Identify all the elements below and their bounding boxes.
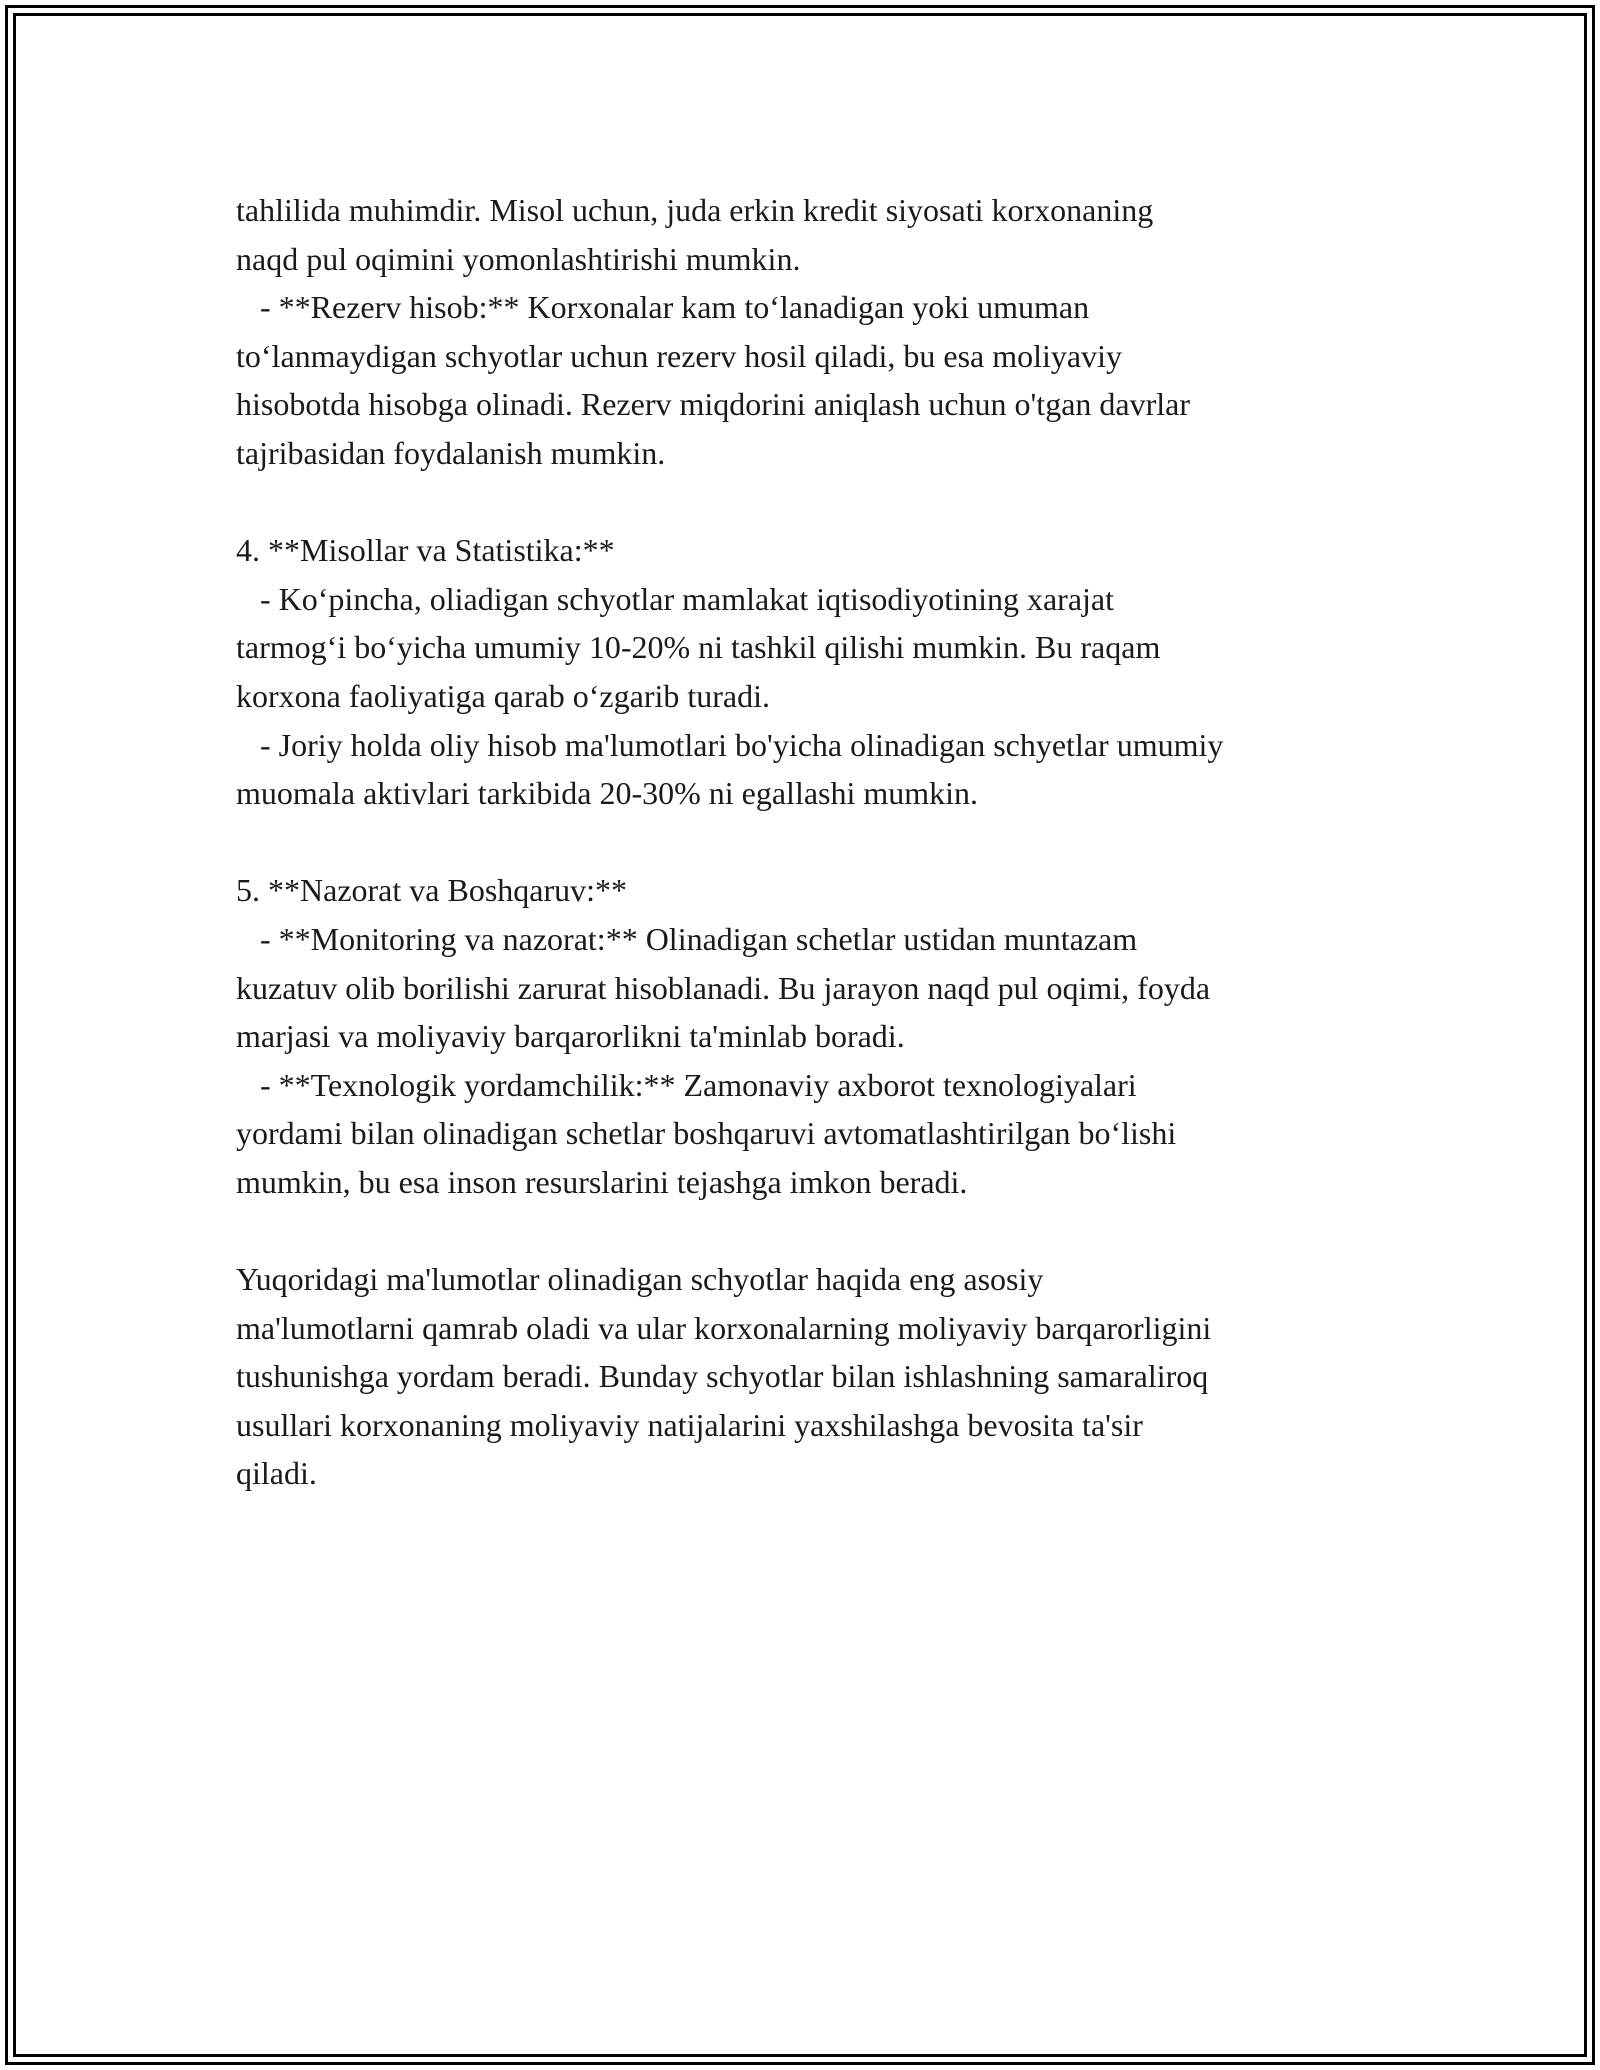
text-line: to‘lanmaydigan schyotlar uchun rezerv hosil qiladi, bu esa moliyaviy xyxy=(236,337,1122,374)
text-line: korxona faoliyatiga qarab o‘zgarib turadi. xyxy=(236,677,770,714)
text-line: kuzatuv olib borilishi zarurat hisoblanadi. Bu jarayon naqd pul oqimi, foyda xyxy=(236,969,1211,1006)
text-line: marjasi va moliyaviy barqarorlikni ta'minlab boradi. xyxy=(236,1018,905,1055)
text-line: - **Rezerv hisob:** Korxonalar kam to‘lanadigan yoki umuman xyxy=(236,289,1090,326)
text-line: tahlilida muhimdir. Misol uchun, juda erkin kredit siyosati korxonaning xyxy=(236,192,1154,228)
text-line: muomala aktivlari tarkibida 20-30% ni egallashi mumkin. xyxy=(236,775,979,812)
text-line: naqd pul oqimini yomonlashtirishi mumkin. xyxy=(236,240,801,277)
text-line: qiladi. xyxy=(236,1455,317,1492)
paragraph-credit-reserve xyxy=(236,186,1396,478)
text-line: yordami bilan olinadigan schetlar boshqaruvi avtomatlashtirilgan bo‘lishi xyxy=(236,1115,1177,1152)
section-heading: 4. **Misollar va Statistika:** xyxy=(236,532,615,569)
document-body xyxy=(236,186,1396,1498)
text-line: - Ko‘pincha, oliadigan schyotlar mamlakat iqtisodiyotining xarajat xyxy=(236,580,1114,617)
paragraph-spacer xyxy=(236,1206,1396,1255)
paragraph-spacer xyxy=(236,818,1396,867)
text-line: tajribasidan foydalanish mumkin. xyxy=(236,434,666,471)
text-line: - Joriy holda oliy hisob ma'lumotlari bo'yicha olinadigan schyetlar umumiy xyxy=(236,726,1224,763)
text-line: - **Monitoring va nazorat:** Olinadigan schetlar ustidan muntazam xyxy=(236,920,1138,957)
paragraph-examples-statistics xyxy=(236,526,1396,818)
text-line: mumkin, bu esa inson resurslarini tejashga imkon beradi. xyxy=(236,1163,968,1200)
text-line: hisobotda hisobga olinadi. Rezerv miqdorini aniqlash uchun o'tgan davrlar xyxy=(236,386,1190,423)
text-line: ma'lumotlarni qamrab oladi va ular korxonalarning moliyaviy barqarorligini xyxy=(236,1309,1212,1346)
text-line: usullari korxonaning moliyaviy natijalarini yaxshilashga bevosita ta'sir xyxy=(236,1406,1143,1443)
paragraph-control-management xyxy=(236,866,1396,1206)
paragraph-spacer xyxy=(236,478,1396,527)
text-line: tushunishga yordam beradi. Bunday schyotlar bilan ishlashning samaraliroq xyxy=(236,1358,1209,1395)
text-line: tarmog‘i bo‘yicha umumiy 10-20% ni tashkil qilishi mumkin. Bu raqam xyxy=(236,629,1161,666)
section-heading: 5. **Nazorat va Boshqaruv:** xyxy=(236,872,628,909)
text-line: - **Texnologik yordamchilik:** Zamonaviy axborot texnologiyalari xyxy=(236,1066,1137,1103)
paragraph-conclusion xyxy=(236,1255,1396,1498)
text-line: Yuqoridagi ma'lumotlar olinadigan schyotlar haqida eng asosiy xyxy=(236,1261,1044,1298)
